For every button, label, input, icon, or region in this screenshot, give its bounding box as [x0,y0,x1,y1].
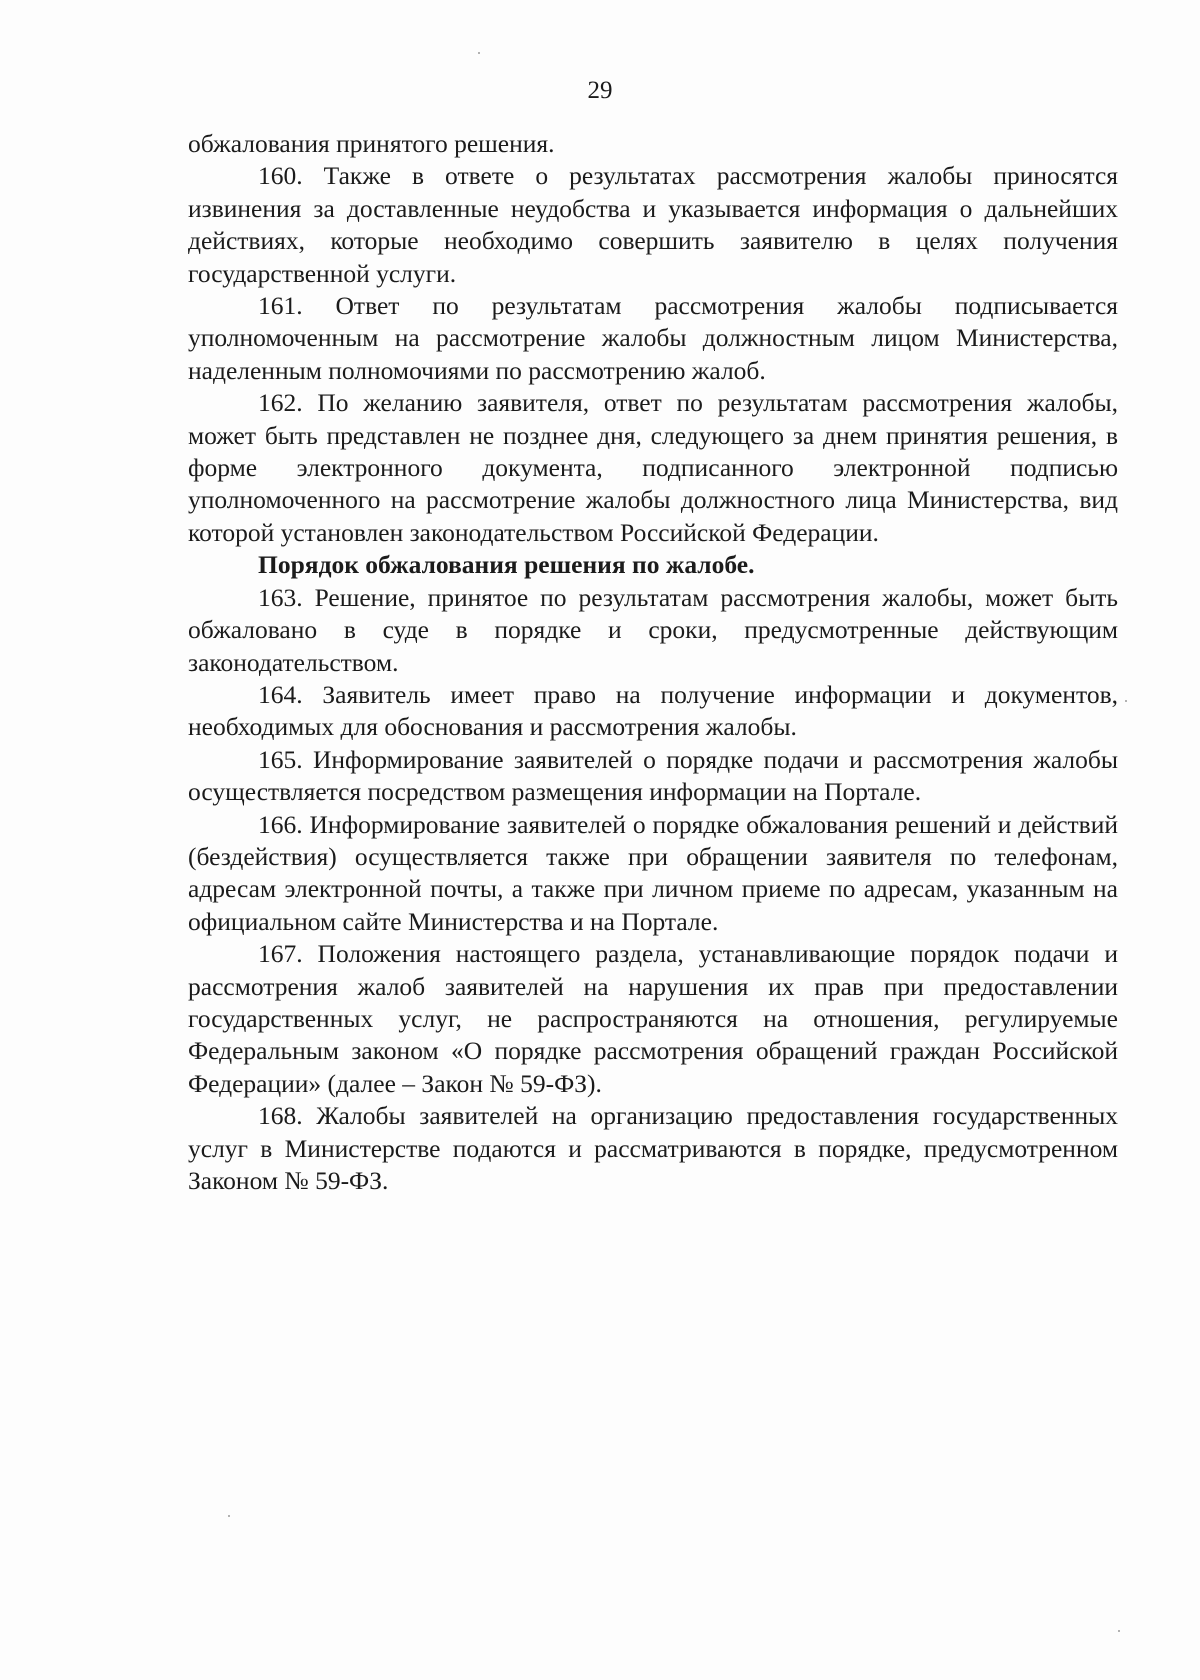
scan-speck [1125,700,1127,702]
paragraph-168: 168. Жалобы заявителей на организацию предоставления государственных услуг в Министерстве подаются и рассматриваются в порядке, предусмотренном Законом № 59-ФЗ. [188,1101,1118,1195]
paragraph-162: 162. По желанию заявителя, ответ по результатам рассмотрения жалобы, может быть представлен не позднее дня, следующего за днем принятия решения, в форме электронного документа, подписанного электронной подписью уполномоченного на рассмотрение жалобы должностного лица Министерства, вид которой установлен законодательством Российской Федерации. [188,388,1118,547]
paragraph-164: 164. Заявитель имеет право на получение информации и документов, необходимых для обоснования и рассмотрения жалобы. [188,679,1118,742]
scan-speck [478,52,480,54]
document-body [188,128,1118,1197]
scan-speck [1118,1630,1120,1632]
paragraph-165: 165. Информирование заявителей о порядке подачи и рассмотрения жалобы осуществляется посредством размещения информации на Портале. [188,744,1118,807]
page-number: 29 [587,77,613,104]
paragraph-163: 163. Решение, принятое по результатам рассмотрения жалобы, может быть обжаловано в суде в порядке и сроки, предусмотренные действующим законодательством. [188,582,1118,677]
scan-speck [228,1515,230,1517]
paragraph-160: 160. Также в ответе о результатах рассмотрения жалобы приносятся извинения за доставленные неудобства и указывается информация о дальнейших действиях, которые необходимо совершить заявителю в целях получения государственной услуги. [188,161,1118,288]
paragraph-161: 161. Ответ по результатам рассмотрения жалобы подписывается уполномоченным на рассмотрение жалобы должностным лицом Министерства, наделенным полномочиями по рассмотрению жалоб. [188,291,1118,385]
paragraph-continuation: обжалования принятого решения. [188,129,555,158]
paragraph-166: 166. Информирование заявителей о порядке обжалования решений и действий (бездействия) осуществляется также при обращении заявителя по телефонам, адресам электронной почты, а также при личном приеме по адресам, указанным на официальном сайте Министерства и на Портале. [188,809,1118,936]
section-heading: Порядок обжалования решения по жалобе. [258,550,755,580]
paragraph-167: 167. Положения настоящего раздела, устанавливающие порядок подачи и рассмотрения жалоб заявителей на нарушения их прав при предоставлении государственных услуг, не распространяются на отношения, регулируемые Федеральным законом «О порядке рассмотрения обращений граждан Российской Федерации» (далее – Закон № 59-ФЗ). [188,939,1118,1098]
